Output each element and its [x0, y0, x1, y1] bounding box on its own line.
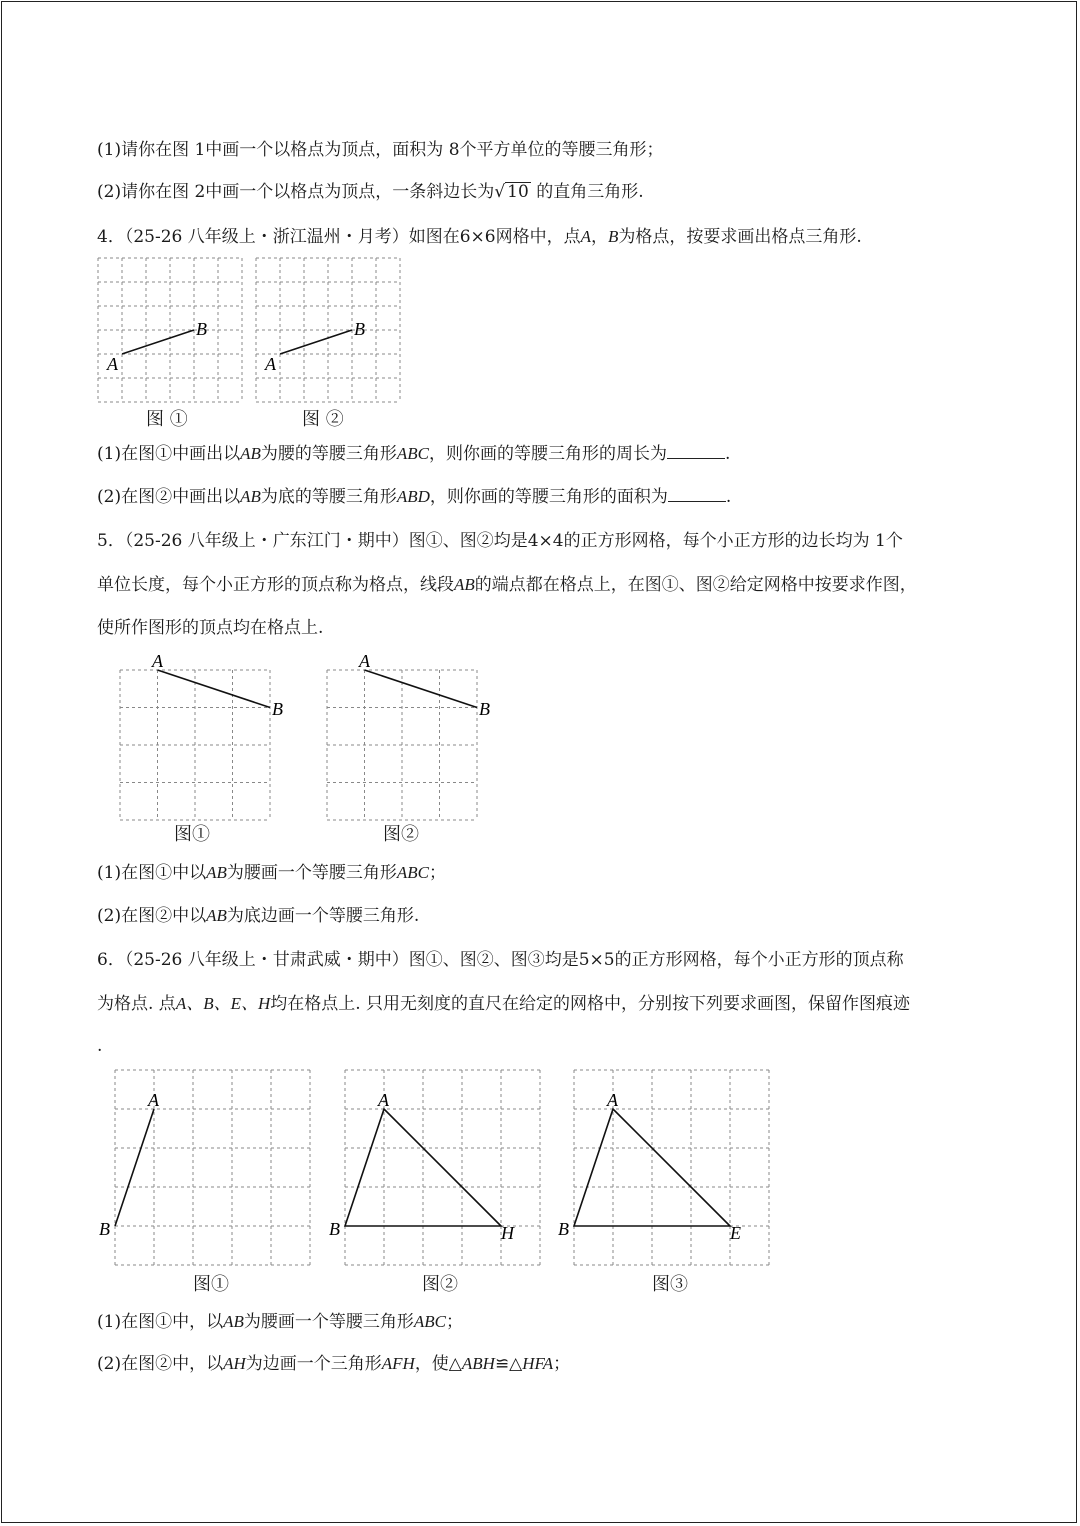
- p3-part1: (1)请你在图 1中画一个以格点为顶点，面积为 8个平方单位的等腰三角形；: [97, 140, 664, 160]
- label-a: A: [148, 1090, 159, 1110]
- p6-part1: (1)在图①中，以AB为腰画一个等腰三角形ABC；: [97, 1312, 463, 1332]
- p6-figure1: [99, 1070, 310, 1265]
- p6-fig2-label: 图②: [422, 1274, 458, 1295]
- p6-line2: 为格点. 点A、B、E、H均在格点上. 只用无刻度的直尺在给定的网格中，分别按下列要求画图，保留作图痕迹: [97, 994, 911, 1014]
- label-b: B: [329, 1219, 340, 1239]
- p4-figure2: [256, 258, 401, 403]
- p4-header: 4．（25-26 八年级上・浙江温州・月考）如图在6×6网格中，点A，B为格点，按要求画出格点三角形.: [97, 227, 862, 247]
- p6-fig1-label: 图①: [193, 1274, 229, 1295]
- p5-line3: 使所作图形的顶点均在格点上.: [97, 618, 324, 638]
- segment-ab: [158, 670, 271, 708]
- p4-part2: (2)在图②中画出以AB为底的等腰三角形ABD，则你画的等腰三角形的面积为 .: [97, 487, 732, 507]
- label-a: A: [607, 1090, 618, 1110]
- p5-line2: 单位长度，每个小正方形的顶点称为格点，线段AB的端点都在格点上，在图①、图②给定网格中按要求作图，: [97, 575, 917, 595]
- p6-line3: .: [97, 1036, 103, 1056]
- label-b: B: [196, 319, 207, 339]
- label-a: A: [265, 354, 276, 374]
- label-b: B: [479, 699, 490, 719]
- grid: [327, 670, 477, 820]
- p6-part2: (2)在图②中，以AH为边画一个三角形AFH，使△ABH≌△HFA；: [97, 1354, 571, 1374]
- label-b: B: [99, 1219, 110, 1239]
- p3-part2: (2)请你在图 2中画一个以格点为顶点，一条斜边长为√ 10 的直角三角形.: [97, 182, 644, 202]
- p4-part1: (1)在图①中画出以AB为腰的等腰三角形ABC，则你画的等腰三角形的周长为 .: [97, 444, 731, 464]
- p5-fig1-label: 图①: [174, 824, 210, 845]
- segment-ab: [365, 670, 478, 708]
- label-b: B: [272, 699, 283, 719]
- p5-figure2: [327, 651, 490, 820]
- label-a: A: [107, 354, 118, 374]
- grid: [98, 258, 242, 402]
- segment-ab: [122, 330, 194, 354]
- grid: [120, 670, 270, 820]
- p5-part1: (1)在图①中以AB为腰画一个等腰三角形ABC；: [97, 863, 446, 883]
- label-h: H: [501, 1223, 514, 1243]
- answer-blank[interactable]: [668, 485, 726, 502]
- p4-fig2-label: 图 ②: [302, 409, 344, 430]
- answer-blank[interactable]: [667, 442, 725, 459]
- label-b: B: [558, 1219, 569, 1239]
- p5-fig2-label: 图②: [383, 824, 419, 845]
- label-a: A: [378, 1090, 389, 1110]
- grid: [256, 258, 400, 402]
- p5-figure1: [120, 651, 283, 820]
- p6-header: 6．（25-26 八年级上・甘肃武威・期中）图①、图②、图③均是5×5的正方形网格，每个小正方形的顶点称: [97, 950, 904, 970]
- label-a: A: [359, 651, 370, 671]
- label-e: E: [730, 1223, 741, 1243]
- segment-ab: [280, 330, 352, 354]
- label-b: B: [354, 319, 365, 339]
- p5-part2: (2)在图②中以AB为底边画一个等腰三角形.: [97, 906, 420, 926]
- p6-figure3: [558, 1070, 769, 1265]
- p6-fig3-label: 图③: [652, 1274, 688, 1295]
- segment-ab: [115, 1109, 154, 1226]
- p6-figure2: [329, 1070, 540, 1265]
- p5-header: 5．（25-26 八年级上・广东江门・期中）图①、图②均是4×4的正方形网格，每个小正方形的边长均为 1个: [97, 531, 903, 551]
- grid: [115, 1070, 310, 1265]
- p4-figure1: [98, 258, 243, 403]
- p4-fig1-label: 图 ①: [146, 409, 188, 430]
- label-a: A: [152, 651, 163, 671]
- sqrt-expression: √ 10: [494, 182, 529, 202]
